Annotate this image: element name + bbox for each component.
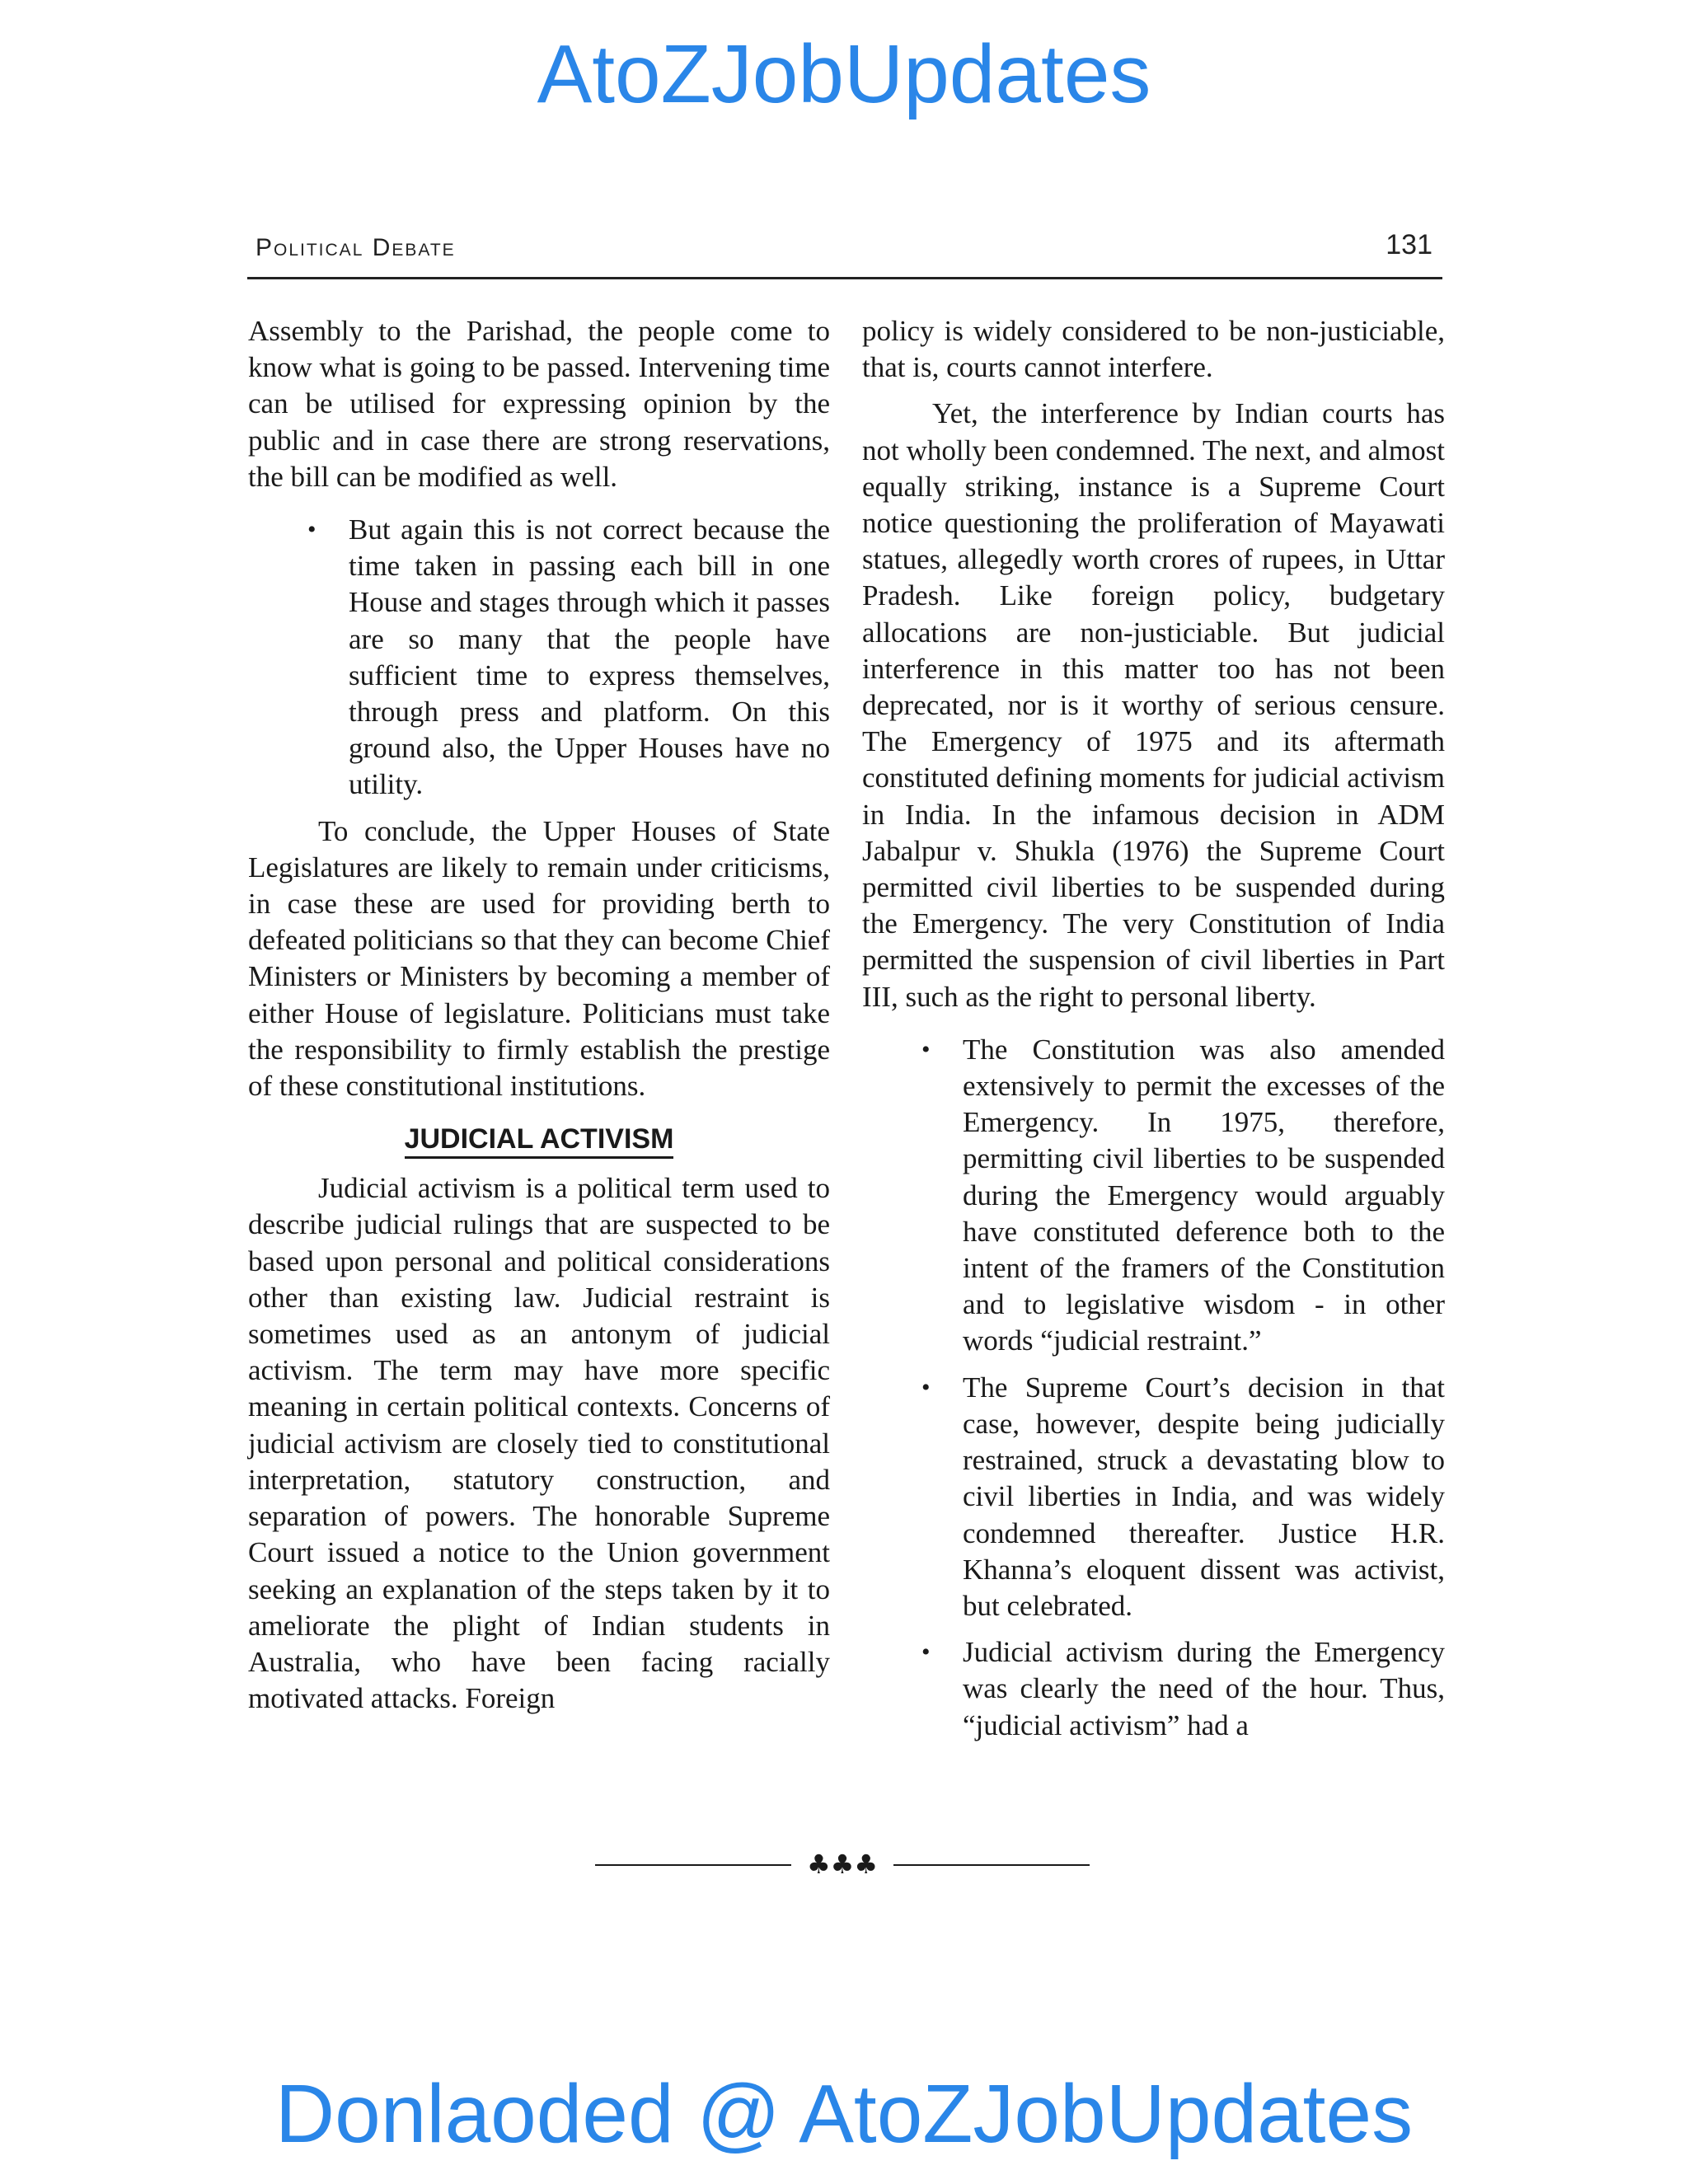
section-heading — [248, 1121, 830, 1157]
bullet-list — [862, 1032, 1445, 1744]
bullet-icon: • — [307, 516, 316, 544]
bullet-item — [862, 1370, 1445, 1624]
end-ornament — [595, 1848, 1090, 1881]
bullet-text: But again this is not correct because the time taken in passing each bill in one House and stages through which it passes are so many that the people have sufficient time to express themselves, through press and platform. On this ground also, the Upper Houses have no utility. — [349, 513, 830, 801]
continued-paragraph: Assembly to the Parishad, the people come to know what is going to be passed. Intervening time can be utilised for expressing opinion by the public and in case there are strong reservations, the bill can be modified as well. — [248, 315, 830, 493]
bullet-text: The Supreme Court’s decision in that case, however, despite being judicially restrained, struck a devastating blow to civil liberties in India, and was widely condemned thereafter. Justice H.R. Khanna’s eloquent dissent was activist, but celebrated. — [963, 1371, 1445, 1622]
page-number: 131 — [1386, 229, 1432, 260]
running-title: Political Debate — [256, 234, 456, 261]
conclusion-paragraph: To conclude, the Upper Houses of State Legislatures are likely to remain under criticisms, in case these are used for providing berth to defeated politicians so that they can become Chief Ministers or Ministers by becoming a member of either House of legislature. Politicians must take the responsibility to firmly establish the prestige of these constitutional institutions. — [248, 814, 830, 1103]
continued-paragraph: policy is widely considered to be non-justiciable, that is, courts cannot interfere. — [862, 315, 1445, 384]
running-header — [247, 229, 1442, 279]
left-column — [248, 313, 830, 1717]
clubs-icon: ♣♣♣ — [806, 1849, 879, 1880]
bullet-item — [862, 1634, 1445, 1744]
bullet-icon: • — [921, 1035, 931, 1063]
bullet-text: Judicial activism during the Emergency was clearly the need of the hour. Thus, “judicial activism” had a — [963, 1636, 1445, 1741]
bullet-icon: • — [921, 1638, 931, 1666]
right-column — [862, 313, 1445, 1744]
bullet-text: The Constitution was also amended extensively to permit the excesses of the Emergency. In 1975, therefore, permitting civil liberties to be suspended during the Emergency would arguably have constituted deference both to the intent of the framers of the Constitution and to legislative wisdom - in other words “judicial restraint.” — [963, 1033, 1445, 1357]
judicial-activism-paragraph: Judicial activism is a political term used to describe judicial rulings that are suspected to be based upon personal and political considerations other than existing law. Judicial restraint is sometimes used as an antonym of judicial activism. The term may have more specific meaning in certain political contexts. Concerns of judicial activism are closely tied to constitutional interpretation, statutory construction, and separation of powers. The honorable Supreme Court issued a notice to the Union government seeking an explanation of the steps taken by it to ameliorate the plight of Indian students in Australia, who have been facing racially motivated attacks. Foreign — [248, 1172, 830, 1715]
bullet-item — [862, 1032, 1445, 1360]
bullet-list — [248, 512, 830, 804]
bullet-item — [248, 512, 830, 804]
watermark-top: AtoZJobUpdates — [537, 28, 1151, 120]
section-heading-text: JUDICIAL ACTIVISM — [405, 1123, 674, 1159]
ornament-rule-right — [893, 1864, 1090, 1866]
watermark-bottom: Donlaoded @ AtoZJobUpdates — [274, 2068, 1414, 2160]
bullet-icon: • — [921, 1373, 931, 1401]
interference-paragraph: Yet, the interference by Indian courts has not wholly been condemned. The next, and almost equally striking, instance is a Supreme Court notice questioning the proliferation of Mayawati statues, allegedly worth crores of rupees, in Uttar Pradesh. Like foreign policy, budgetary allocations are non-justiciable. But judicial interference in this matter too has not been deprecated, nor is it worthy of serious censure. The Emergency of 1975 and its aftermath constituted defining moments for judicial activism in India. In the infamous decision in ADM Jabalpur v. Shukla (1976) the Supreme Court permitted civil liberties to be suspended during the Emergency. The very Constitution of India permitted the suspension of civil liberties in Part III, such as the right to personal liberty. — [862, 397, 1445, 1013]
